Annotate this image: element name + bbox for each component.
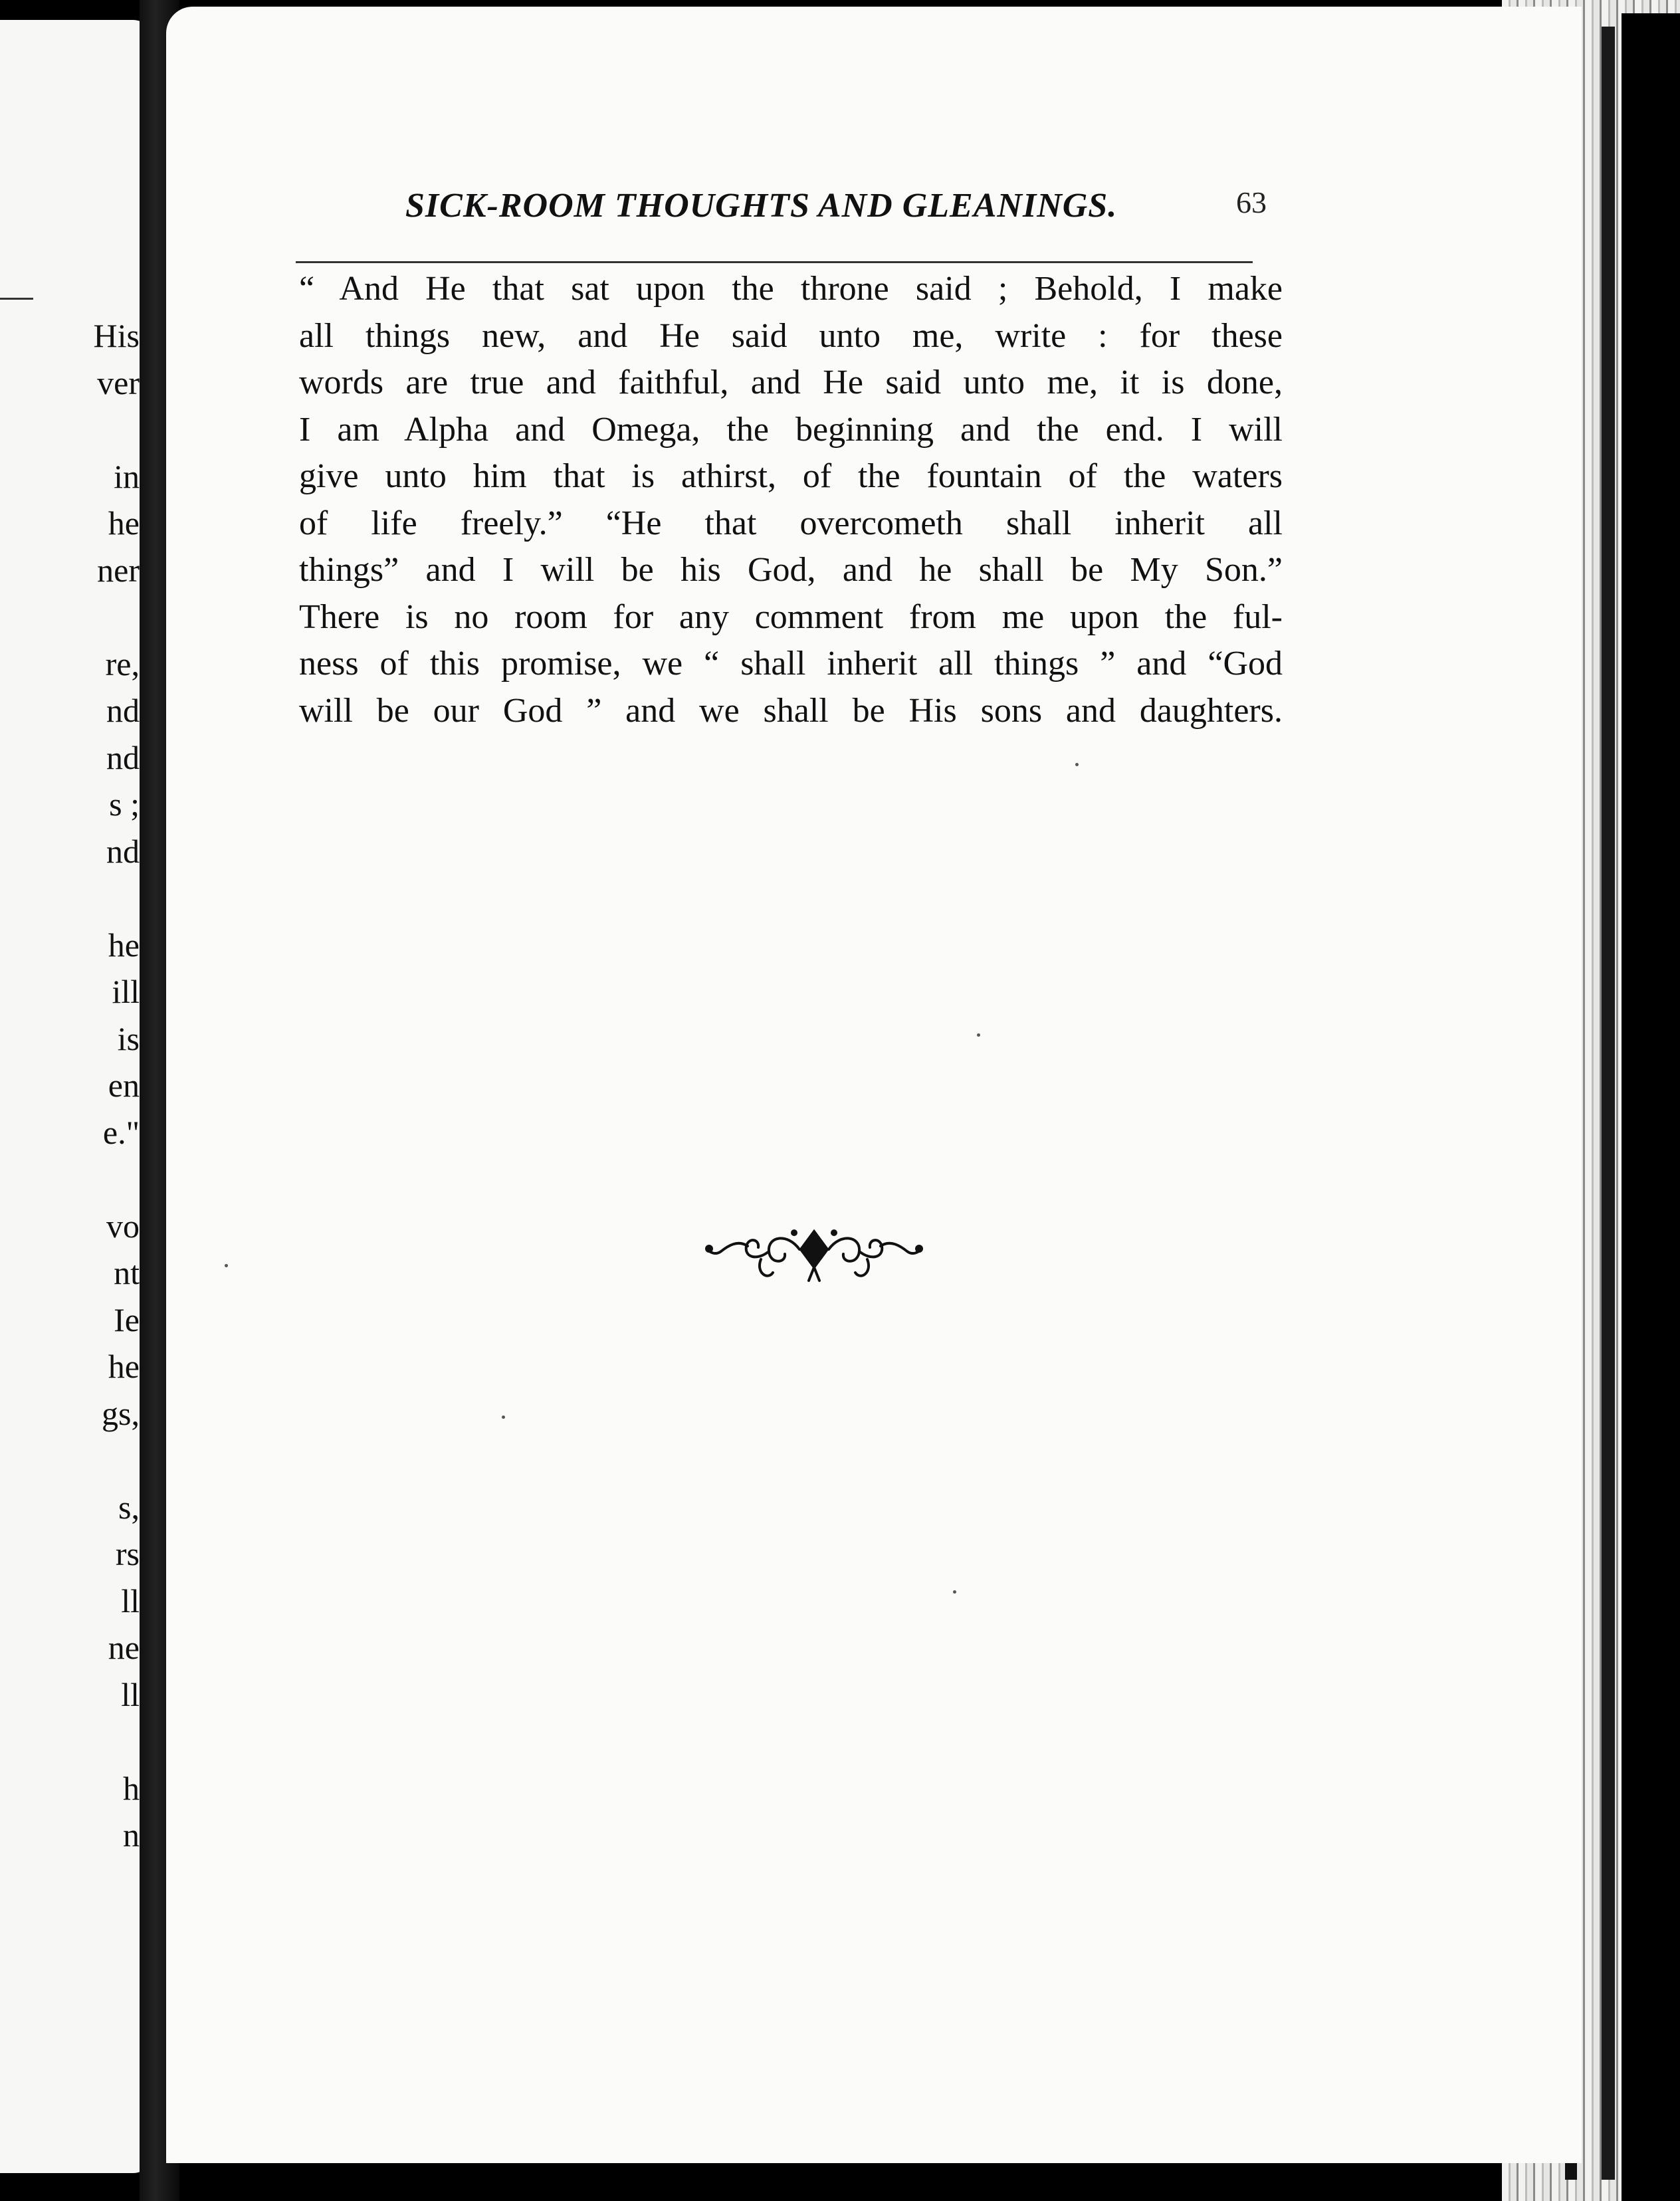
text-line: I am Alpha and Omega, the beginning and the end. I will xyxy=(299,410,1283,449)
text-fragment: vo xyxy=(106,1207,140,1245)
text-line: “ And He that sat upon the throne said ; Behold, I make xyxy=(299,270,1283,308)
text-fragment xyxy=(60,1156,140,1203)
text-fragment xyxy=(60,406,140,453)
edge-shadow xyxy=(1602,27,1615,2180)
paper-speck xyxy=(953,1590,956,1594)
text-line: words are true and faithful, and He said unto me, it is done, xyxy=(299,364,1283,401)
text-line: will be our God ” and we shall be His sons and daughters. xyxy=(299,691,1283,730)
text-fragment: nd xyxy=(106,738,140,776)
text-line: ness of this promise, we “ shall inherit all things ” and “God xyxy=(299,645,1283,682)
text-fragment: nd xyxy=(106,832,140,870)
text-fragment: ner xyxy=(97,551,140,589)
text-fragment xyxy=(60,593,140,641)
text-fragment: nt xyxy=(114,1254,140,1291)
paper-speck xyxy=(1075,763,1079,766)
text-fragment xyxy=(60,1718,140,1765)
text-fragment: nd xyxy=(106,692,140,729)
text-fragment: His xyxy=(93,317,140,354)
header-rule xyxy=(296,261,1253,263)
body-text xyxy=(299,266,1283,734)
text-fragment: gs, xyxy=(102,1394,140,1432)
text-line: There is no room for any comment from me upon the ful- xyxy=(299,597,1283,636)
previous-page xyxy=(0,20,153,2173)
scroll-ornament-icon xyxy=(694,1219,934,1293)
text-fragment: s ; xyxy=(109,786,140,823)
text-line: of life freely.” “He that overcometh shall inherit all xyxy=(299,504,1283,542)
text-fragment: is xyxy=(117,1019,140,1057)
text-fragment: n xyxy=(123,1816,140,1853)
running-head: SICK-ROOM THOUGHTS AND GLEANINGS. xyxy=(405,187,1118,225)
edge-shadow xyxy=(1622,13,1680,2201)
paper-speck xyxy=(502,1415,505,1419)
text-fragment: ll xyxy=(121,1675,140,1713)
text-fragment: ne xyxy=(108,1629,140,1666)
text-fragment: h xyxy=(123,1769,140,1807)
page-number: 63 xyxy=(1236,185,1267,219)
text-fragment: ill xyxy=(112,973,140,1010)
text-fragment xyxy=(60,1437,140,1484)
paper-speck xyxy=(225,1264,228,1267)
text-fragment: ver xyxy=(97,364,140,401)
text-line: give unto him that is athirst, of the fountain of the waters xyxy=(299,457,1283,495)
text-line: things” and I will be his God, and he shall be My Son.” xyxy=(299,551,1283,589)
text-fragment: rs xyxy=(115,1535,140,1572)
text-fragment: he xyxy=(108,1348,140,1385)
text-fragment: e." xyxy=(102,1113,140,1151)
previous-page-rule xyxy=(0,298,33,300)
text-fragment xyxy=(60,875,140,922)
text-fragment: ll xyxy=(121,1582,140,1620)
previous-page-text xyxy=(60,312,140,1859)
text-fragment: s, xyxy=(118,1488,140,1526)
paper-speck xyxy=(977,1033,980,1037)
text-line: all things new, and He said unto me, write : for these xyxy=(299,316,1283,355)
text-fragment: re, xyxy=(105,645,140,682)
text-fragment: en xyxy=(108,1067,140,1104)
text-fragment: Ie xyxy=(114,1301,140,1338)
text-fragment: he xyxy=(108,926,140,964)
text-fragment: in xyxy=(114,457,140,495)
text-fragment: he xyxy=(108,504,140,542)
